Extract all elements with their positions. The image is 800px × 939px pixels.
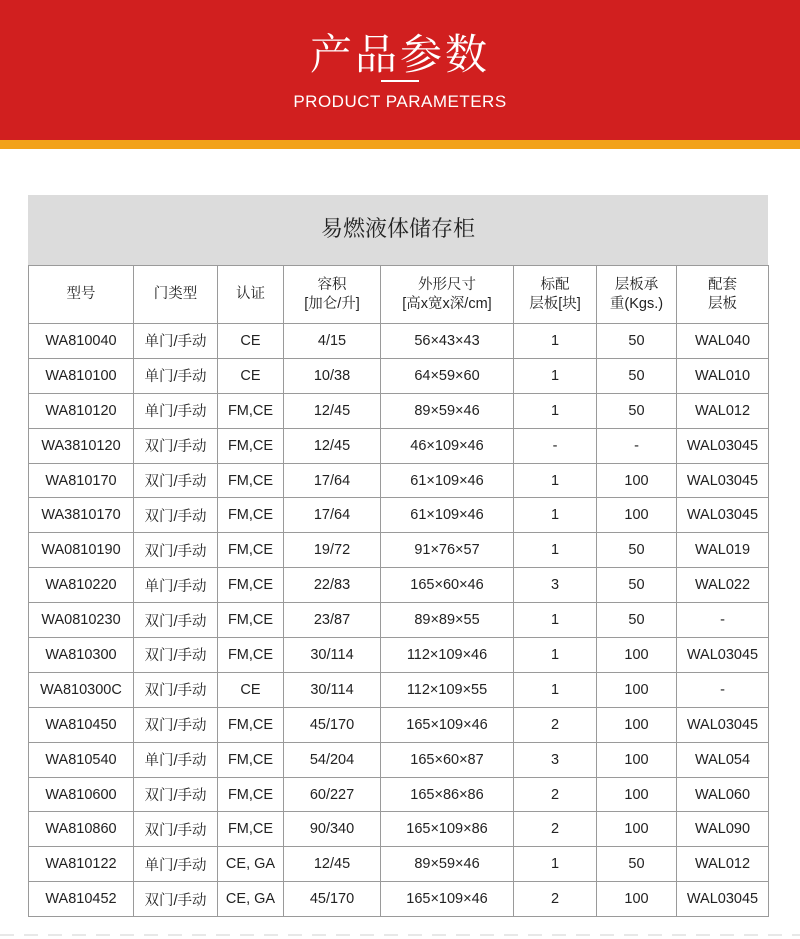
table-cell: WA810600: [29, 777, 134, 812]
table-title: 易燃液体储存柜: [28, 195, 768, 265]
column-header: 层板承 重(Kgs.): [597, 266, 677, 324]
table-cell: 1: [514, 498, 597, 533]
table-cell: 45/170: [284, 707, 381, 742]
column-header: 型号: [29, 266, 134, 324]
table-cell: WA810040: [29, 324, 134, 359]
table-cell: 23/87: [284, 603, 381, 638]
table-cell: WA810122: [29, 847, 134, 882]
table-cell: WA810120: [29, 393, 134, 428]
table-cell: WA810170: [29, 463, 134, 498]
table-cell: 17/64: [284, 463, 381, 498]
table-cell: 112×109×46: [381, 638, 514, 673]
table-row: [29, 358, 769, 393]
table-cell: FM,CE: [218, 707, 284, 742]
table-cell: WA810300C: [29, 672, 134, 707]
table-cell: 50: [597, 358, 677, 393]
table-cell: 50: [597, 324, 677, 359]
banner-accent-stripe: [0, 140, 800, 149]
table-row: [29, 324, 769, 359]
table-cell: 双门/手动: [134, 707, 218, 742]
table-cell: 50: [597, 603, 677, 638]
table-cell: 双门/手动: [134, 428, 218, 463]
column-header: 门类型: [134, 266, 218, 324]
table-row: [29, 777, 769, 812]
table-row: [29, 603, 769, 638]
table-cell: 54/204: [284, 742, 381, 777]
table-row: [29, 533, 769, 568]
table-cell: 19/72: [284, 533, 381, 568]
table-row: [29, 638, 769, 673]
table-cell: WAL040: [677, 324, 769, 359]
table-cell: 90/340: [284, 812, 381, 847]
table-cell: 双门/手动: [134, 533, 218, 568]
table-cell: 165×109×86: [381, 812, 514, 847]
table-row: [29, 812, 769, 847]
table-cell: WAL03045: [677, 882, 769, 917]
table-cell: -: [677, 603, 769, 638]
column-header: 容积 [加仑/升]: [284, 266, 381, 324]
table-cell: 单门/手动: [134, 324, 218, 359]
table-cell: 22/83: [284, 568, 381, 603]
table-cell: CE: [218, 324, 284, 359]
table-cell: 1: [514, 533, 597, 568]
table-cell: 2: [514, 882, 597, 917]
table-cell: 17/64: [284, 498, 381, 533]
table-row: [29, 498, 769, 533]
table-cell: 双门/手动: [134, 638, 218, 673]
table-cell: WAL012: [677, 393, 769, 428]
table-cell: WA0810230: [29, 603, 134, 638]
table-cell: CE, GA: [218, 882, 284, 917]
table-cell: 50: [597, 393, 677, 428]
table-cell: 60/227: [284, 777, 381, 812]
table-cell: 4/15: [284, 324, 381, 359]
header-banner: [0, 0, 800, 140]
table-cell: 89×59×46: [381, 393, 514, 428]
table-cell: 双门/手动: [134, 672, 218, 707]
table-cell: -: [514, 428, 597, 463]
table-cell: 双门/手动: [134, 603, 218, 638]
table-cell: WAL022: [677, 568, 769, 603]
table-cell: 1: [514, 638, 597, 673]
table-cell: 89×89×55: [381, 603, 514, 638]
table-cell: WAL03045: [677, 428, 769, 463]
table-cell: 45/170: [284, 882, 381, 917]
table-cell: WA3810170: [29, 498, 134, 533]
table-cell: 64×59×60: [381, 358, 514, 393]
table-cell: 1: [514, 358, 597, 393]
table-row: [29, 463, 769, 498]
table-cell: 双门/手动: [134, 777, 218, 812]
table-cell: 50: [597, 533, 677, 568]
table-cell: 30/114: [284, 672, 381, 707]
table-cell: 50: [597, 568, 677, 603]
table-cell: FM,CE: [218, 498, 284, 533]
parameters-table: [28, 265, 769, 917]
table-cell: 2: [514, 812, 597, 847]
page-title: 产品参数: [309, 30, 490, 79]
table-row: [29, 847, 769, 882]
table-cell: 12/45: [284, 393, 381, 428]
table-row: [29, 568, 769, 603]
table-cell: 30/114: [284, 638, 381, 673]
table-row: [29, 742, 769, 777]
table-header-row: [29, 266, 769, 324]
column-header: 标配 层板[块]: [514, 266, 597, 324]
column-header: 认证: [218, 266, 284, 324]
table-cell: 双门/手动: [134, 812, 218, 847]
table-cell: FM,CE: [218, 777, 284, 812]
table-cell: WA810300: [29, 638, 134, 673]
table-cell: 12/45: [284, 428, 381, 463]
table-cell: 单门/手动: [134, 847, 218, 882]
table-cell: WAL03045: [677, 638, 769, 673]
table-cell: 10/38: [284, 358, 381, 393]
table-cell: WA0810190: [29, 533, 134, 568]
table-cell: WA810100: [29, 358, 134, 393]
table-cell: FM,CE: [218, 463, 284, 498]
table-cell: -: [677, 672, 769, 707]
table-cell: 2: [514, 707, 597, 742]
table-row: [29, 393, 769, 428]
table-cell: CE: [218, 358, 284, 393]
table-cell: 1: [514, 672, 597, 707]
table-cell: 100: [597, 882, 677, 917]
table-cell: WAL054: [677, 742, 769, 777]
table-row: [29, 707, 769, 742]
table-cell: 单门/手动: [134, 568, 218, 603]
table-cell: 112×109×55: [381, 672, 514, 707]
column-header: 外形尺寸 [高x宽x深/cm]: [381, 266, 514, 324]
table-cell: 50: [597, 847, 677, 882]
table-cell: WAL019: [677, 533, 769, 568]
table-cell: WA810220: [29, 568, 134, 603]
table-cell: FM,CE: [218, 428, 284, 463]
table-cell: 100: [597, 812, 677, 847]
table-cell: 1: [514, 603, 597, 638]
table-cell: 165×86×86: [381, 777, 514, 812]
table-cell: 双门/手动: [134, 882, 218, 917]
table-cell: FM,CE: [218, 742, 284, 777]
table-cell: 165×60×87: [381, 742, 514, 777]
table-cell: WA810452: [29, 882, 134, 917]
table-cell: 双门/手动: [134, 498, 218, 533]
table-cell: 单门/手动: [134, 742, 218, 777]
table-cell: FM,CE: [218, 393, 284, 428]
table-cell: 1: [514, 393, 597, 428]
table-cell: WAL03045: [677, 463, 769, 498]
table-cell: 165×60×46: [381, 568, 514, 603]
table-cell: 165×109×46: [381, 882, 514, 917]
table-cell: 100: [597, 672, 677, 707]
table-cell: 165×109×46: [381, 707, 514, 742]
table-cell: WAL060: [677, 777, 769, 812]
table-cell: FM,CE: [218, 812, 284, 847]
table-cell: WAL03045: [677, 498, 769, 533]
table-cell: WAL090: [677, 812, 769, 847]
table-cell: WAL012: [677, 847, 769, 882]
table-cell: FM,CE: [218, 603, 284, 638]
table-cell: 3: [514, 568, 597, 603]
table-cell: WA810450: [29, 707, 134, 742]
table-cell: 56×43×43: [381, 324, 514, 359]
table-cell: 1: [514, 324, 597, 359]
table-cell: 61×109×46: [381, 498, 514, 533]
table-cell: 100: [597, 463, 677, 498]
table-cell: CE, GA: [218, 847, 284, 882]
table-cell: 1: [514, 847, 597, 882]
table-cell: 3: [514, 742, 597, 777]
table-row: [29, 882, 769, 917]
table-cell: FM,CE: [218, 568, 284, 603]
bottom-decorative-dashes: [0, 931, 800, 939]
table-cell: WA810860: [29, 812, 134, 847]
table-cell: FM,CE: [218, 533, 284, 568]
table-cell: 61×109×46: [381, 463, 514, 498]
table-cell: CE: [218, 672, 284, 707]
table-cell: 46×109×46: [381, 428, 514, 463]
table-cell: 91×76×57: [381, 533, 514, 568]
table-cell: 100: [597, 742, 677, 777]
table-row: [29, 428, 769, 463]
title-divider: [381, 80, 419, 82]
table-cell: 100: [597, 777, 677, 812]
table-cell: 单门/手动: [134, 393, 218, 428]
table-body: [29, 324, 769, 917]
column-header: 配套 层板: [677, 266, 769, 324]
table-row: [29, 672, 769, 707]
table-cell: 12/45: [284, 847, 381, 882]
table-cell: WAL03045: [677, 707, 769, 742]
table-cell: 双门/手动: [134, 463, 218, 498]
table-cell: -: [597, 428, 677, 463]
table-cell: 1: [514, 463, 597, 498]
table-cell: WAL010: [677, 358, 769, 393]
page-subtitle: PRODUCT PARAMETERS: [293, 92, 507, 111]
table-cell: 100: [597, 498, 677, 533]
table-cell: 100: [597, 707, 677, 742]
table-cell: WA810540: [29, 742, 134, 777]
table-cell: WA3810120: [29, 428, 134, 463]
table-cell: 单门/手动: [134, 358, 218, 393]
table-cell: 89×59×46: [381, 847, 514, 882]
table-cell: 2: [514, 777, 597, 812]
table-cell: 100: [597, 638, 677, 673]
table-cell: FM,CE: [218, 638, 284, 673]
